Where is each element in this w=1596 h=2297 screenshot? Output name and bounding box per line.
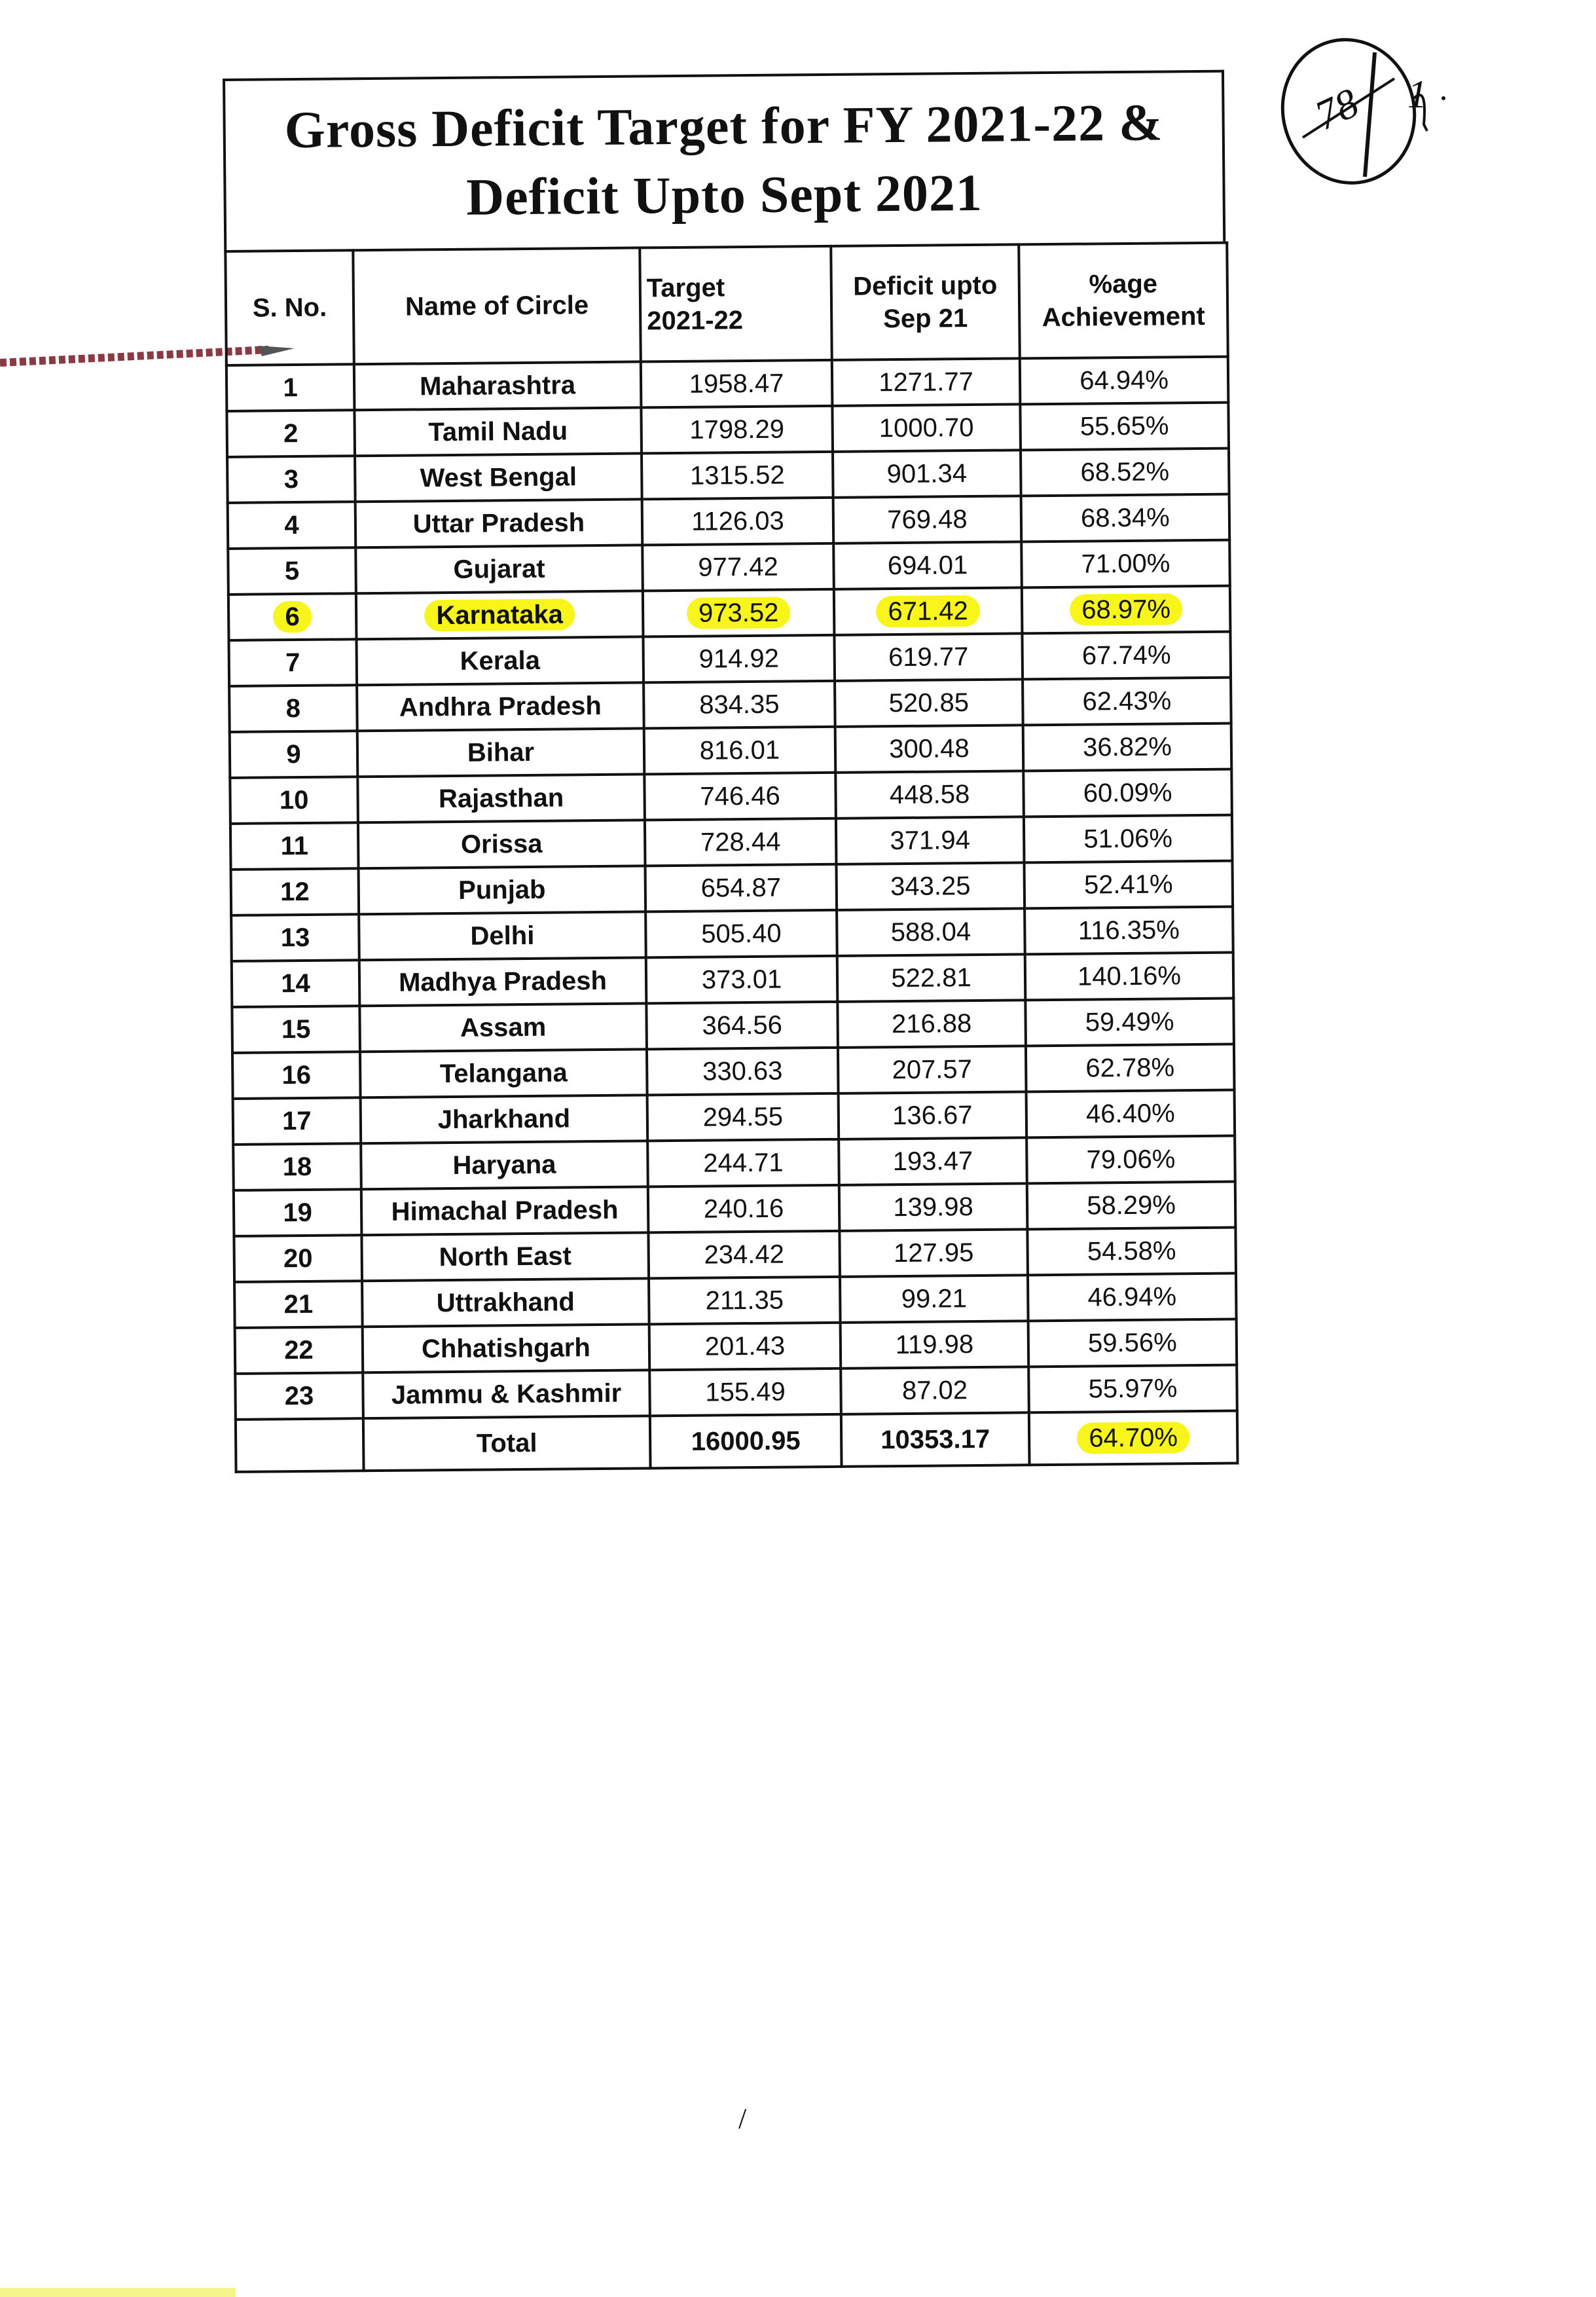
row-circle-name: Maharashtra bbox=[354, 361, 642, 410]
row-circle-name: North East bbox=[361, 1232, 649, 1281]
row-achievement: 68.52% bbox=[1021, 449, 1229, 496]
stamp-number: 78 bbox=[1307, 79, 1366, 139]
row-sno: 16 bbox=[232, 1052, 361, 1099]
report-title-line2: Deficit Upto Sept 2021 bbox=[465, 164, 983, 227]
table-row bbox=[228, 540, 1230, 595]
row-target: 330.63 bbox=[647, 1048, 839, 1095]
row-target: 201.43 bbox=[649, 1323, 841, 1370]
row-circle-name: Rajasthan bbox=[357, 774, 645, 822]
row-sno: 23 bbox=[235, 1372, 363, 1420]
table-row bbox=[230, 724, 1232, 778]
bottom-edge-strip bbox=[0, 2288, 236, 2297]
row-circle-name: Gujarat bbox=[355, 545, 643, 593]
table-header-row bbox=[225, 243, 1227, 365]
total-label: Total bbox=[363, 1416, 651, 1471]
header-deficit bbox=[831, 244, 1020, 359]
row-circle-name: Telangana bbox=[360, 1049, 647, 1097]
table-row bbox=[235, 1319, 1237, 1374]
row-sno: 9 bbox=[230, 731, 358, 778]
row-deficit: 694.01 bbox=[833, 542, 1022, 589]
row-achievement: 62.43% bbox=[1023, 678, 1231, 726]
row-circle-name: Jharkhand bbox=[361, 1095, 648, 1143]
row-circle-name: Delhi bbox=[359, 911, 646, 960]
row-achievement: 46.94% bbox=[1028, 1274, 1237, 1321]
row-target: 1315.52 bbox=[642, 452, 833, 500]
row-target: 244.71 bbox=[647, 1139, 839, 1187]
row-target bbox=[643, 589, 835, 637]
row-sno: 12 bbox=[231, 868, 359, 915]
row-target: 834.35 bbox=[644, 681, 835, 729]
table-row bbox=[228, 632, 1231, 686]
row-circle-name: Punjab bbox=[359, 866, 646, 914]
row-circle-name bbox=[356, 591, 644, 639]
highlight-mark: Karnataka bbox=[424, 598, 575, 631]
row-circle-name: Uttrakhand bbox=[362, 1278, 649, 1327]
row-target: 977.42 bbox=[642, 543, 834, 591]
row-sno: 2 bbox=[227, 410, 355, 457]
header-achievement-line1: %age bbox=[1089, 269, 1158, 299]
row-sno: 14 bbox=[232, 960, 360, 1007]
row-achievement: 62.78% bbox=[1026, 1044, 1235, 1092]
footer-pen-mark: / bbox=[738, 2103, 747, 2135]
total-deficit: 10353.17 bbox=[841, 1412, 1030, 1467]
row-achievement: 36.82% bbox=[1023, 724, 1232, 771]
row-circle-name: Andhra Pradesh bbox=[357, 682, 644, 731]
highlight-mark: 973.52 bbox=[687, 597, 791, 629]
row-target: 654.87 bbox=[645, 864, 837, 912]
row-achievement: 55.97% bbox=[1028, 1365, 1237, 1413]
table-row bbox=[230, 769, 1232, 824]
row-circle-name: Madhya Pradesh bbox=[359, 957, 647, 1006]
row-sno: 15 bbox=[232, 1006, 360, 1053]
row-deficit: 127.95 bbox=[839, 1229, 1028, 1277]
row-sno: 21 bbox=[234, 1281, 363, 1328]
header-circle-name: Name of Circle bbox=[353, 248, 641, 364]
row-deficit: 193.47 bbox=[839, 1137, 1027, 1185]
header-deficit-line1: Deficit upto bbox=[853, 270, 998, 301]
header-target-line2: 2021-22 bbox=[647, 306, 744, 336]
header-target bbox=[640, 246, 832, 362]
row-target: 155.49 bbox=[649, 1369, 841, 1416]
row-achievement: 46.40% bbox=[1026, 1090, 1235, 1138]
row-target: 364.56 bbox=[646, 1002, 838, 1050]
row-target: 505.40 bbox=[645, 910, 837, 958]
table-row bbox=[232, 999, 1234, 1053]
row-sno: 11 bbox=[230, 822, 359, 870]
row-sno: 17 bbox=[233, 1097, 361, 1145]
row-circle-name: Himachal Pradesh bbox=[361, 1186, 649, 1235]
row-sno: 7 bbox=[228, 639, 357, 686]
table-row bbox=[233, 1136, 1235, 1190]
row-achievement: 55.65% bbox=[1020, 403, 1229, 450]
row-deficit: 448.58 bbox=[835, 771, 1024, 818]
row-deficit: 87.02 bbox=[841, 1367, 1029, 1414]
row-circle-name: Haryana bbox=[361, 1141, 648, 1189]
row-sno: 10 bbox=[230, 777, 358, 824]
table-row bbox=[235, 1365, 1237, 1420]
row-target: 746.46 bbox=[644, 773, 836, 820]
row-circle-name: West Bengal bbox=[355, 453, 642, 502]
table-row bbox=[227, 357, 1229, 411]
row-sno: 1 bbox=[227, 364, 355, 411]
row-circle-name: Assam bbox=[359, 1003, 647, 1052]
stamp-suffix: 1 bbox=[1407, 73, 1427, 116]
row-sno: 8 bbox=[229, 685, 357, 732]
table-row bbox=[228, 494, 1230, 549]
row-target: 373.01 bbox=[646, 956, 838, 1004]
row-circle-name: Bihar bbox=[357, 728, 645, 777]
row-circle-name: Tamil Nadu bbox=[354, 407, 642, 456]
row-circle-name: Jammu & Kashmir bbox=[363, 1370, 650, 1418]
table-row bbox=[234, 1274, 1237, 1328]
row-deficit: 1271.77 bbox=[832, 358, 1021, 406]
row-sno: 20 bbox=[234, 1235, 362, 1282]
header-target-line1: Target bbox=[646, 273, 725, 303]
row-achievement: 71.00% bbox=[1021, 540, 1230, 588]
total-achievement bbox=[1029, 1411, 1238, 1465]
row-deficit: 619.77 bbox=[834, 633, 1023, 681]
row-achievement bbox=[1022, 586, 1231, 634]
header-sno: S. No. bbox=[225, 250, 354, 365]
row-deficit: 216.88 bbox=[837, 1000, 1026, 1048]
table-total-row bbox=[236, 1411, 1238, 1472]
row-achievement: 51.06% bbox=[1024, 815, 1233, 863]
row-sno: 18 bbox=[233, 1143, 361, 1190]
row-achievement: 54.58% bbox=[1027, 1228, 1236, 1276]
row-achievement: 116.35% bbox=[1025, 907, 1233, 955]
row-target: 240.16 bbox=[648, 1185, 840, 1233]
handwritten-stamp-icon bbox=[1277, 26, 1460, 203]
row-achievement: 59.49% bbox=[1025, 999, 1234, 1046]
row-sno: 4 bbox=[228, 502, 356, 549]
header-deficit-line2: Sep 21 bbox=[883, 304, 968, 334]
row-achievement: 79.06% bbox=[1026, 1136, 1235, 1184]
row-target: 1958.47 bbox=[641, 360, 833, 408]
table-row bbox=[231, 861, 1233, 915]
row-sno: 3 bbox=[227, 456, 355, 503]
table-row bbox=[233, 1090, 1235, 1145]
row-deficit: 136.67 bbox=[839, 1092, 1027, 1139]
row-deficit: 769.48 bbox=[833, 496, 1022, 543]
row-circle-name: Orissa bbox=[358, 820, 645, 868]
row-deficit: 520.85 bbox=[835, 679, 1023, 727]
highlight-mark: 68.97% bbox=[1070, 593, 1182, 625]
highlight-mark: 64.70% bbox=[1077, 1422, 1189, 1454]
highlight-mark: 6 bbox=[273, 600, 312, 633]
row-circle-name: Chhatishgarh bbox=[363, 1324, 650, 1372]
row-circle-name: Kerala bbox=[356, 636, 644, 685]
row-circle-name: Uttar Pradesh bbox=[355, 499, 643, 547]
row-deficit: 588.04 bbox=[837, 908, 1025, 956]
row-achievement: 64.94% bbox=[1020, 357, 1229, 405]
table-row-highlighted bbox=[228, 586, 1231, 640]
row-deficit bbox=[834, 587, 1023, 635]
row-achievement: 67.74% bbox=[1022, 632, 1231, 680]
row-achievement: 52.41% bbox=[1024, 861, 1233, 909]
row-target: 294.55 bbox=[647, 1093, 839, 1141]
table-row bbox=[232, 953, 1234, 1007]
row-achievement: 59.56% bbox=[1028, 1319, 1237, 1367]
deficit-table bbox=[224, 242, 1239, 1473]
row-deficit: 522.81 bbox=[837, 954, 1026, 1002]
row-achievement: 60.09% bbox=[1023, 769, 1232, 817]
row-target: 1798.29 bbox=[641, 406, 833, 454]
row-deficit: 1000.70 bbox=[832, 404, 1021, 452]
row-deficit: 119.98 bbox=[841, 1321, 1029, 1369]
row-sno: 19 bbox=[234, 1189, 362, 1236]
row-achievement: 58.29% bbox=[1027, 1182, 1236, 1230]
row-deficit: 207.57 bbox=[838, 1046, 1026, 1093]
row-sno: 13 bbox=[231, 914, 359, 961]
row-target: 1126.03 bbox=[642, 498, 834, 545]
row-sno bbox=[228, 593, 357, 640]
report-title-box bbox=[223, 70, 1225, 250]
row-target: 234.42 bbox=[648, 1231, 840, 1279]
table-row bbox=[232, 1044, 1235, 1099]
row-achievement: 68.34% bbox=[1021, 494, 1230, 542]
row-sno: 5 bbox=[228, 547, 356, 595]
header-achievement-line2: Achievement bbox=[1042, 301, 1205, 333]
header-achievement bbox=[1019, 243, 1228, 359]
total-sno-empty bbox=[236, 1418, 364, 1472]
highlight-mark: 671.42 bbox=[876, 595, 980, 627]
report-title-line1: Gross Deficit Target for FY 2021-22 & bbox=[284, 94, 1164, 160]
row-deficit: 371.94 bbox=[836, 817, 1025, 864]
total-target: 16000.95 bbox=[650, 1414, 842, 1469]
table-row bbox=[227, 449, 1229, 503]
row-achievement: 140.16% bbox=[1025, 953, 1234, 1001]
table-row bbox=[231, 907, 1233, 961]
row-deficit: 343.25 bbox=[837, 862, 1025, 910]
table-row bbox=[227, 403, 1229, 457]
row-target: 211.35 bbox=[649, 1277, 841, 1325]
deficit-report-sheet bbox=[223, 70, 1237, 1473]
table-row bbox=[234, 1182, 1236, 1236]
row-deficit: 901.34 bbox=[833, 450, 1021, 498]
row-sno: 22 bbox=[235, 1327, 363, 1374]
row-target: 914.92 bbox=[643, 635, 835, 683]
row-target: 728.44 bbox=[645, 818, 837, 866]
table-row bbox=[229, 678, 1231, 732]
row-deficit: 99.21 bbox=[840, 1275, 1028, 1323]
row-deficit: 139.98 bbox=[839, 1183, 1028, 1231]
table-row bbox=[230, 815, 1233, 870]
row-deficit: 300.48 bbox=[835, 725, 1024, 773]
table-row bbox=[234, 1228, 1236, 1282]
row-target: 816.01 bbox=[644, 727, 836, 775]
